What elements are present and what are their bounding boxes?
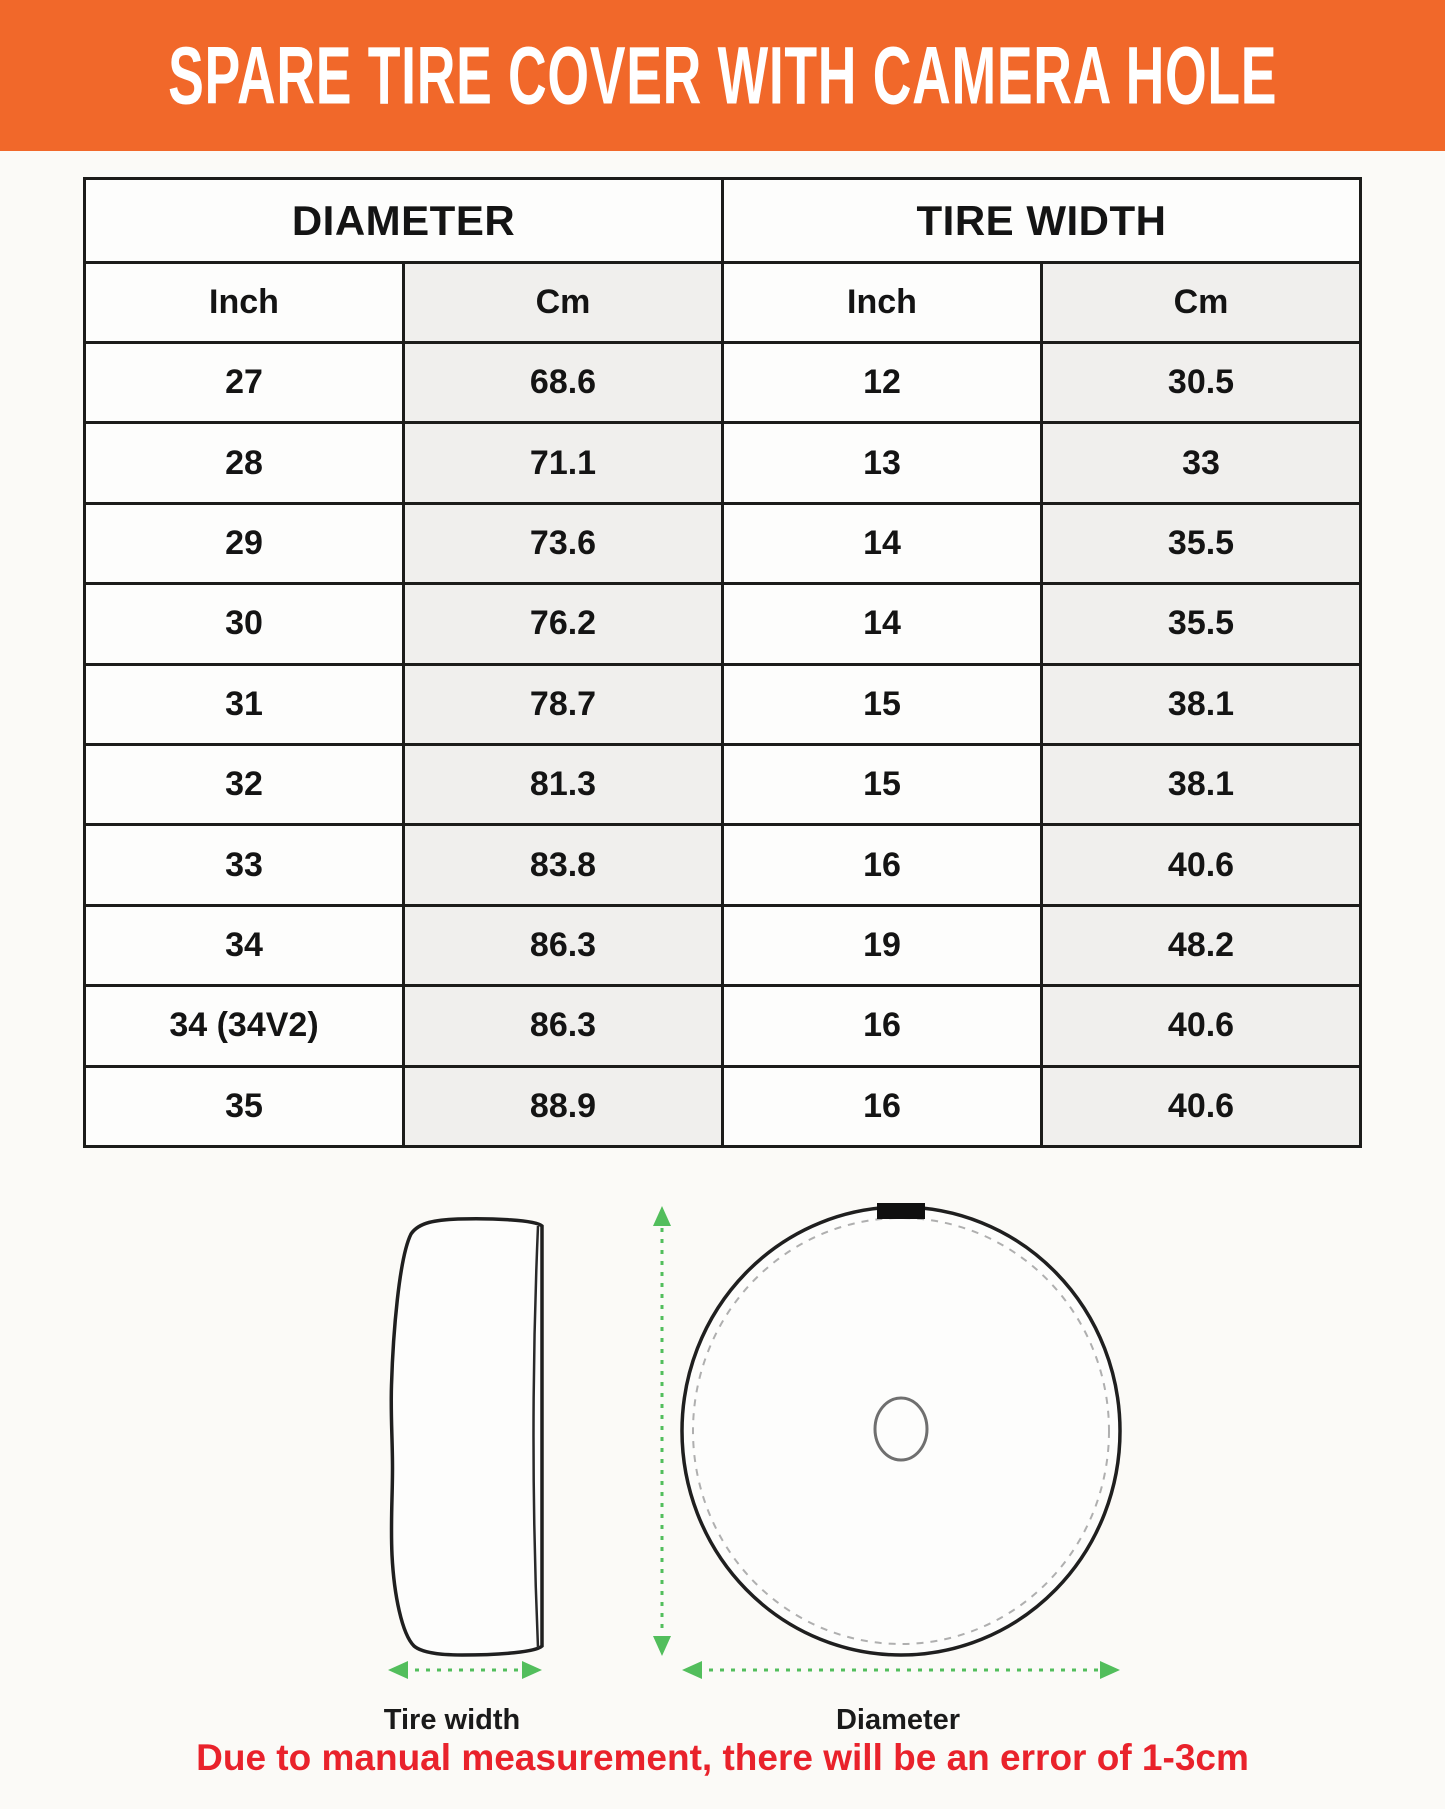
- vertical-diameter-arrow: [653, 1206, 671, 1656]
- table-cell: 15: [723, 744, 1042, 824]
- table-cell: 33: [85, 825, 404, 905]
- table-cell: 13: [723, 423, 1042, 503]
- table-cell: 40.6: [1042, 825, 1361, 905]
- tire-side-view: [391, 1219, 542, 1655]
- group-header-tire-width: TIRE WIDTH: [723, 179, 1361, 263]
- table-cell: 30.5: [1042, 343, 1361, 423]
- table-cell: 73.6: [404, 503, 723, 583]
- page-title: SPARE TIRE COVER WITH CAMERA HOLE: [167, 29, 1278, 121]
- top-notch-marker: [877, 1203, 925, 1219]
- tire-width-label: Tire width: [383, 1704, 521, 1736]
- table-cell: 16: [723, 825, 1042, 905]
- table-cell: 16: [723, 1066, 1042, 1146]
- table-row: [85, 1066, 1361, 1146]
- table-row: [85, 905, 1361, 985]
- table-cell: 33: [1042, 423, 1361, 503]
- table-cell: 30: [85, 584, 404, 664]
- camera-hole: [875, 1398, 927, 1460]
- table-cell: 86.3: [404, 905, 723, 985]
- table-row: [85, 744, 1361, 824]
- measurement-note: Due to manual measurement, there will be an error of 1-3cm: [196, 1737, 1249, 1778]
- diameter-arrow: [682, 1661, 1120, 1679]
- sub-header-width-inch: Inch: [723, 263, 1042, 343]
- group-header-diameter: DIAMETER: [85, 179, 723, 263]
- table-cell: 14: [723, 584, 1042, 664]
- table-cell: 38.1: [1042, 744, 1361, 824]
- table-cell: 14: [723, 503, 1042, 583]
- table-cell: 68.6: [404, 343, 723, 423]
- table-cell: 16: [723, 986, 1042, 1066]
- table-cell: 83.8: [404, 825, 723, 905]
- table-cell: 28: [85, 423, 404, 503]
- table-cell: 29: [85, 503, 404, 583]
- table-cell: 71.1: [404, 423, 723, 503]
- table-cell: 19: [723, 905, 1042, 985]
- sub-header-diameter-inch: Inch: [85, 263, 404, 343]
- table-cell: 12: [723, 343, 1042, 423]
- table-cell: 88.9: [404, 1066, 723, 1146]
- table-cell: 40.6: [1042, 1066, 1361, 1146]
- size-table: [83, 177, 1362, 1148]
- table-row: [85, 343, 1361, 423]
- size-table-container: [83, 177, 1362, 1148]
- table-group-header-row: [85, 179, 1361, 263]
- sub-header-diameter-cm: Cm: [404, 263, 723, 343]
- table-row: [85, 664, 1361, 744]
- table-cell: 76.2: [404, 584, 723, 664]
- table-sub-header-row: [85, 263, 1361, 343]
- table-cell: 34 (34V2): [85, 986, 404, 1066]
- table-row: [85, 584, 1361, 664]
- table-cell: 38.1: [1042, 664, 1361, 744]
- table-cell: 31: [85, 664, 404, 744]
- table-row: [85, 825, 1361, 905]
- table-cell: 32: [85, 744, 404, 824]
- table-cell: 81.3: [404, 744, 723, 824]
- table-cell: 35: [85, 1066, 404, 1146]
- side-seam-line: [534, 1226, 539, 1648]
- table-cell: 34: [85, 905, 404, 985]
- table-row: [85, 423, 1361, 503]
- table-cell: 35.5: [1042, 503, 1361, 583]
- tire-front-view: [682, 1203, 1120, 1655]
- table-cell: 86.3: [404, 986, 723, 1066]
- tire-width-arrow: [388, 1661, 542, 1679]
- diameter-label: Diameter: [835, 1704, 961, 1736]
- sub-header-width-cm: Cm: [1042, 263, 1361, 343]
- table-cell: 15: [723, 664, 1042, 744]
- table-cell: 27: [85, 343, 404, 423]
- table-row: [85, 986, 1361, 1066]
- title-banner: [0, 0, 1445, 151]
- table-row: [85, 503, 1361, 583]
- table-cell: 40.6: [1042, 986, 1361, 1066]
- table-cell: 48.2: [1042, 905, 1361, 985]
- table-cell: 78.7: [404, 664, 723, 744]
- table-cell: 35.5: [1042, 584, 1361, 664]
- inner-dashed-rim: [693, 1218, 1109, 1644]
